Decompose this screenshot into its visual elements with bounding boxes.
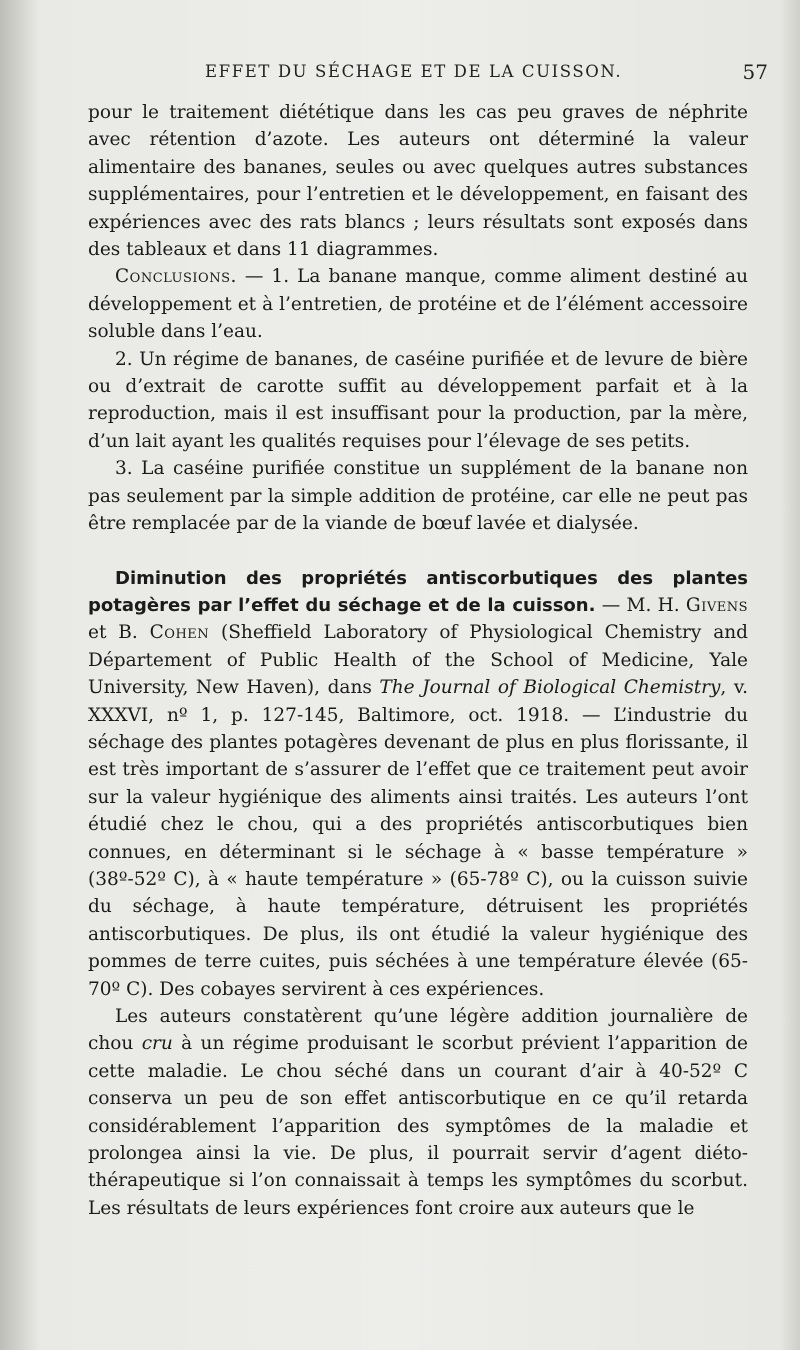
section-gap <box>88 538 748 565</box>
citation-and-summary: , v. XXXVI, nº 1, p. 127-145, Baltimore, oct. 1918. — L’industrie du séchage des plantes potagères devenant de plus en plus florissante, il est très important de s’assurer de l’effet que ce traitement peut avoir sur la valeur hygiénique des aliments ainsi traités. Les auteurs l’ont étudié chez le chou, qui a des propriétés antiscorbutiques bien connues, en déterminant si le séchage à « basse température » (38º-52º C), à « haute température » (65-78º C), ou la cuisson suivie du séchage, à haute température, détruisent les propriétés antiscorbutiques. De plus, ils ont étudié la valeur hygiénique des pommes de terre cuites, puis séchées à une température élevée (65-70º C). Des cobayes servirent à ces expériences. <box>88 677 748 1000</box>
article-entry <box>88 565 748 1004</box>
running-title: EFFET DU SÉCHAGE ET DE LA CUISSON. <box>205 62 623 81</box>
page-number: 57 <box>742 60 768 84</box>
results-after: à un régime produisant le scorbut prévient l’apparition de cette maladie. Le chou séché dans un courant d’air à 40-52º C conserva un peu de son effet antiscorbutique en ce qu’il retarda considérablement l’apparition des symptômes de la maladie et prolongea ainsi la vie. De plus, il pourrait servir d’agent diéto-thérapeutique si l’on connaissait à temps les symptômes du scorbut. Les résultats de leurs expériences font croire aux auteurs que le <box>88 1033 748 1219</box>
author-givens: Givens <box>685 594 748 616</box>
affiliation: (Sheffield Laboratory of Physiological Chemistry and Département of Public Health of the School of Medicine, Yale University, New Haven), dans <box>88 622 748 699</box>
results-before: Les auteurs constatèrent qu’une légère addition journalière de chou <box>88 1006 748 1055</box>
article-title: Diminution des propriétés antiscorbutiques des plantes potagères par l’effet du séchage et de la cuisson. <box>88 567 748 616</box>
conclusion-1-text: — 1. La banane manque, comme aliment destiné au développement et à l’entretien, de protéine et de l’élément accessoire soluble dans l’eau. <box>88 266 748 343</box>
author-cohen: Cohen <box>149 622 210 644</box>
page-header <box>88 62 768 92</box>
conclusions-label: Conclusions. <box>115 266 237 288</box>
journal-name: The Journal of Biological Chemistry <box>379 677 721 699</box>
conclusions-item-1 <box>88 263 748 345</box>
paragraph-results <box>88 1003 748 1222</box>
article-dash: — M. H. <box>595 594 686 616</box>
page-body <box>88 99 748 1222</box>
results-cru: cru <box>141 1033 173 1055</box>
conclusions-item-2: 2. Un régime de bananes, de caséine purifiée et de levure de bière ou d’extrait de carotte suffit au développement parfait et à la reproduction, mais il est insuffisant pour la production, par la mère, d’un lait ayant les qualités requises pour l’élevage de ses petits. <box>88 348 748 452</box>
paragraph-nephrite: pour le traitement diététique dans les cas peu graves de néphrite avec rétention d’azote. Les auteurs ont déterminé la valeur alimentaire des bananes, seules ou avec quelques autres substances supplémentaires, pour l’entretien et le développement, en faisant des expériences avec des rats blancs ; leurs résultats sont exposés dans des tableaux et dans 11 diagrammes. <box>88 102 748 261</box>
conclusions-item-3: 3. La caséine purifiée constitue un supplément de la banane non pas seulement par la simple addition de protéine, car elle ne peut pas être remplacée par de la viande de bœuf lavée et dialysée. <box>88 458 748 535</box>
author-connector: et B. <box>88 622 150 644</box>
